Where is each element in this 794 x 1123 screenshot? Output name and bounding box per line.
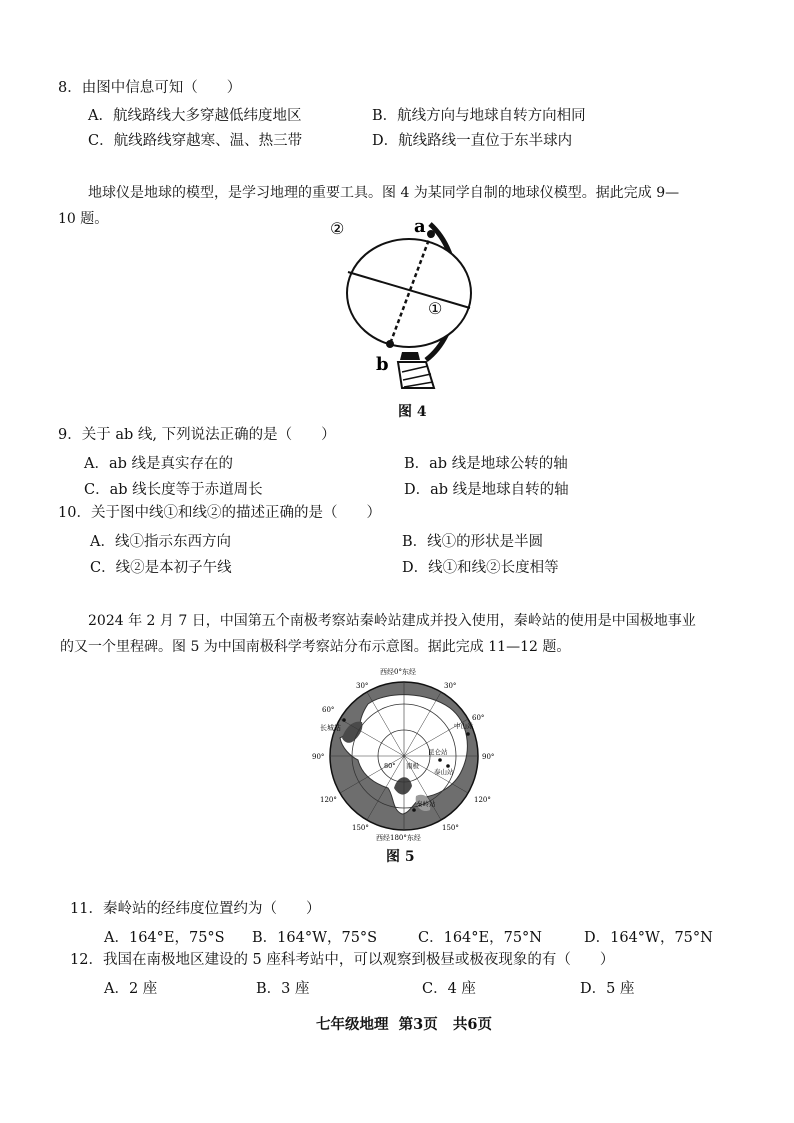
globe-point-a [427,230,435,238]
q10-stem: 10．关于图中线①和线②的描述正确的是（ ） [58,505,381,521]
q12-option-a: A．2 座 [104,981,158,997]
q10-option-c: C．线②是本初子午线 [90,560,232,576]
footer-total: 共6页 [452,1016,492,1033]
intro2-line1: 2024 年 2 月 7 日，中国第五个南极考察站秦岭站建成并投入使用，秦岭站的使用是中国极地事业 [88,613,696,629]
q12-option-b: B．3 座 [256,981,310,997]
intro1-line1: 地球仪是地球的模型，是学习地理的重要工具。图 4 为某同学自制的地球仪模型。据此完成 9— [88,185,680,201]
q8-option-b: B．航线方向与地球自转方向相同 [372,108,586,124]
map-label-l90: 90° [312,753,325,761]
globe-label-2: ② [330,219,345,238]
map-label-r150: 150° [442,824,459,832]
fig4-caption: 图 4 [398,404,427,420]
q11-option-c: C．164°E，75°N [418,930,542,946]
map-label-bottom: 西经180°东经 [376,834,421,842]
intro1-line2: 10 题。 [58,211,109,227]
map-label-kunlun: 昆仑站 [428,748,448,756]
map-label-qinling: 秦岭站 [416,800,436,808]
q11-stem: 11．秦岭站的经纬度位置约为（ ） [70,901,321,917]
station-qinling-dot [412,808,416,812]
map-label-l120: 120° [320,796,337,804]
map-label-r30: 30° [444,682,457,690]
map-label-l30: 30° [356,682,369,690]
map-label-taishan: 泰山站 [434,768,454,776]
footer-subject: 七年级地理 [316,1016,389,1033]
map-label-changcheng: 长城站 [320,724,341,732]
station-zhongshan-dot [466,732,470,736]
globe-sphere [347,239,471,347]
map-label-r90: 90° [482,753,495,761]
map-label-r120: 120° [474,796,491,804]
q10-option-a: A．线①指示东西方向 [90,534,231,550]
q8-option-c: C．航线路线穿越寒、温、热三带 [88,133,303,149]
globe-point-b [386,340,394,348]
globe-stand-neck [400,352,420,360]
map-label-top: 西经0°东经 [380,668,416,676]
q8-option-d: D．航线路线一直位于东半球内 [372,133,573,149]
q12-option-d: D．5 座 [580,981,635,997]
station-changcheng-dot [342,718,346,722]
q11-option-d: D．164°W，75°N [584,930,713,946]
q8-option-a: A．航线路线大多穿越低纬度地区 [88,108,302,124]
footer-page: 第3页 [398,1016,438,1033]
map-label-l60: 60° [322,706,335,714]
fig5-caption: 图 5 [386,849,415,865]
q10-option-b: B．线①的形状是半圆 [402,534,544,550]
page-footer [316,1013,492,1034]
q9-option-a: A．ab 线是真实存在的 [84,456,234,472]
globe-label-a: a [414,216,426,237]
map-label-r60: 60° [472,714,485,722]
map-label-80: 80° [384,762,396,770]
q12-stem: 12．我国在南极地区建设的 5 座科考站中，可以观察到极昼或极夜现象的有（ ） [70,952,615,968]
q9-option-c: C．ab 线长度等于赤道周长 [84,482,263,498]
q12-option-c: C．4 座 [422,981,476,997]
q9-option-d: D．ab 线是地球自转的轴 [404,482,569,498]
q10-option-d: D．线①和线②长度相等 [402,560,559,576]
globe-label-1: ① [428,299,443,318]
antarctica-map [308,664,500,842]
map-label-zhongshan: 中山站 [454,722,474,730]
q8-stem: 8．由图中信息可知（ ） [58,80,242,96]
map-label-l150: 150° [352,824,369,832]
q11-option-b: B．164°W，75°S [252,930,378,946]
q9-option-b: B．ab 线是地球公转的轴 [404,456,568,472]
globe-figure [330,212,490,398]
intro2-line2: 的又一个里程碑。图 5 为中国南极科学考察站分布示意图。据此完成 11—12 题。 [60,639,571,655]
q9-stem: 9．关于 ab 线, 下列说法正确的是（ ） [58,427,336,443]
station-kunlun-dot [438,758,442,762]
globe-label-b: b [376,354,389,375]
q11-option-a: A．164°E，75°S [104,930,225,946]
map-label-nanji: 南极 [406,762,419,770]
